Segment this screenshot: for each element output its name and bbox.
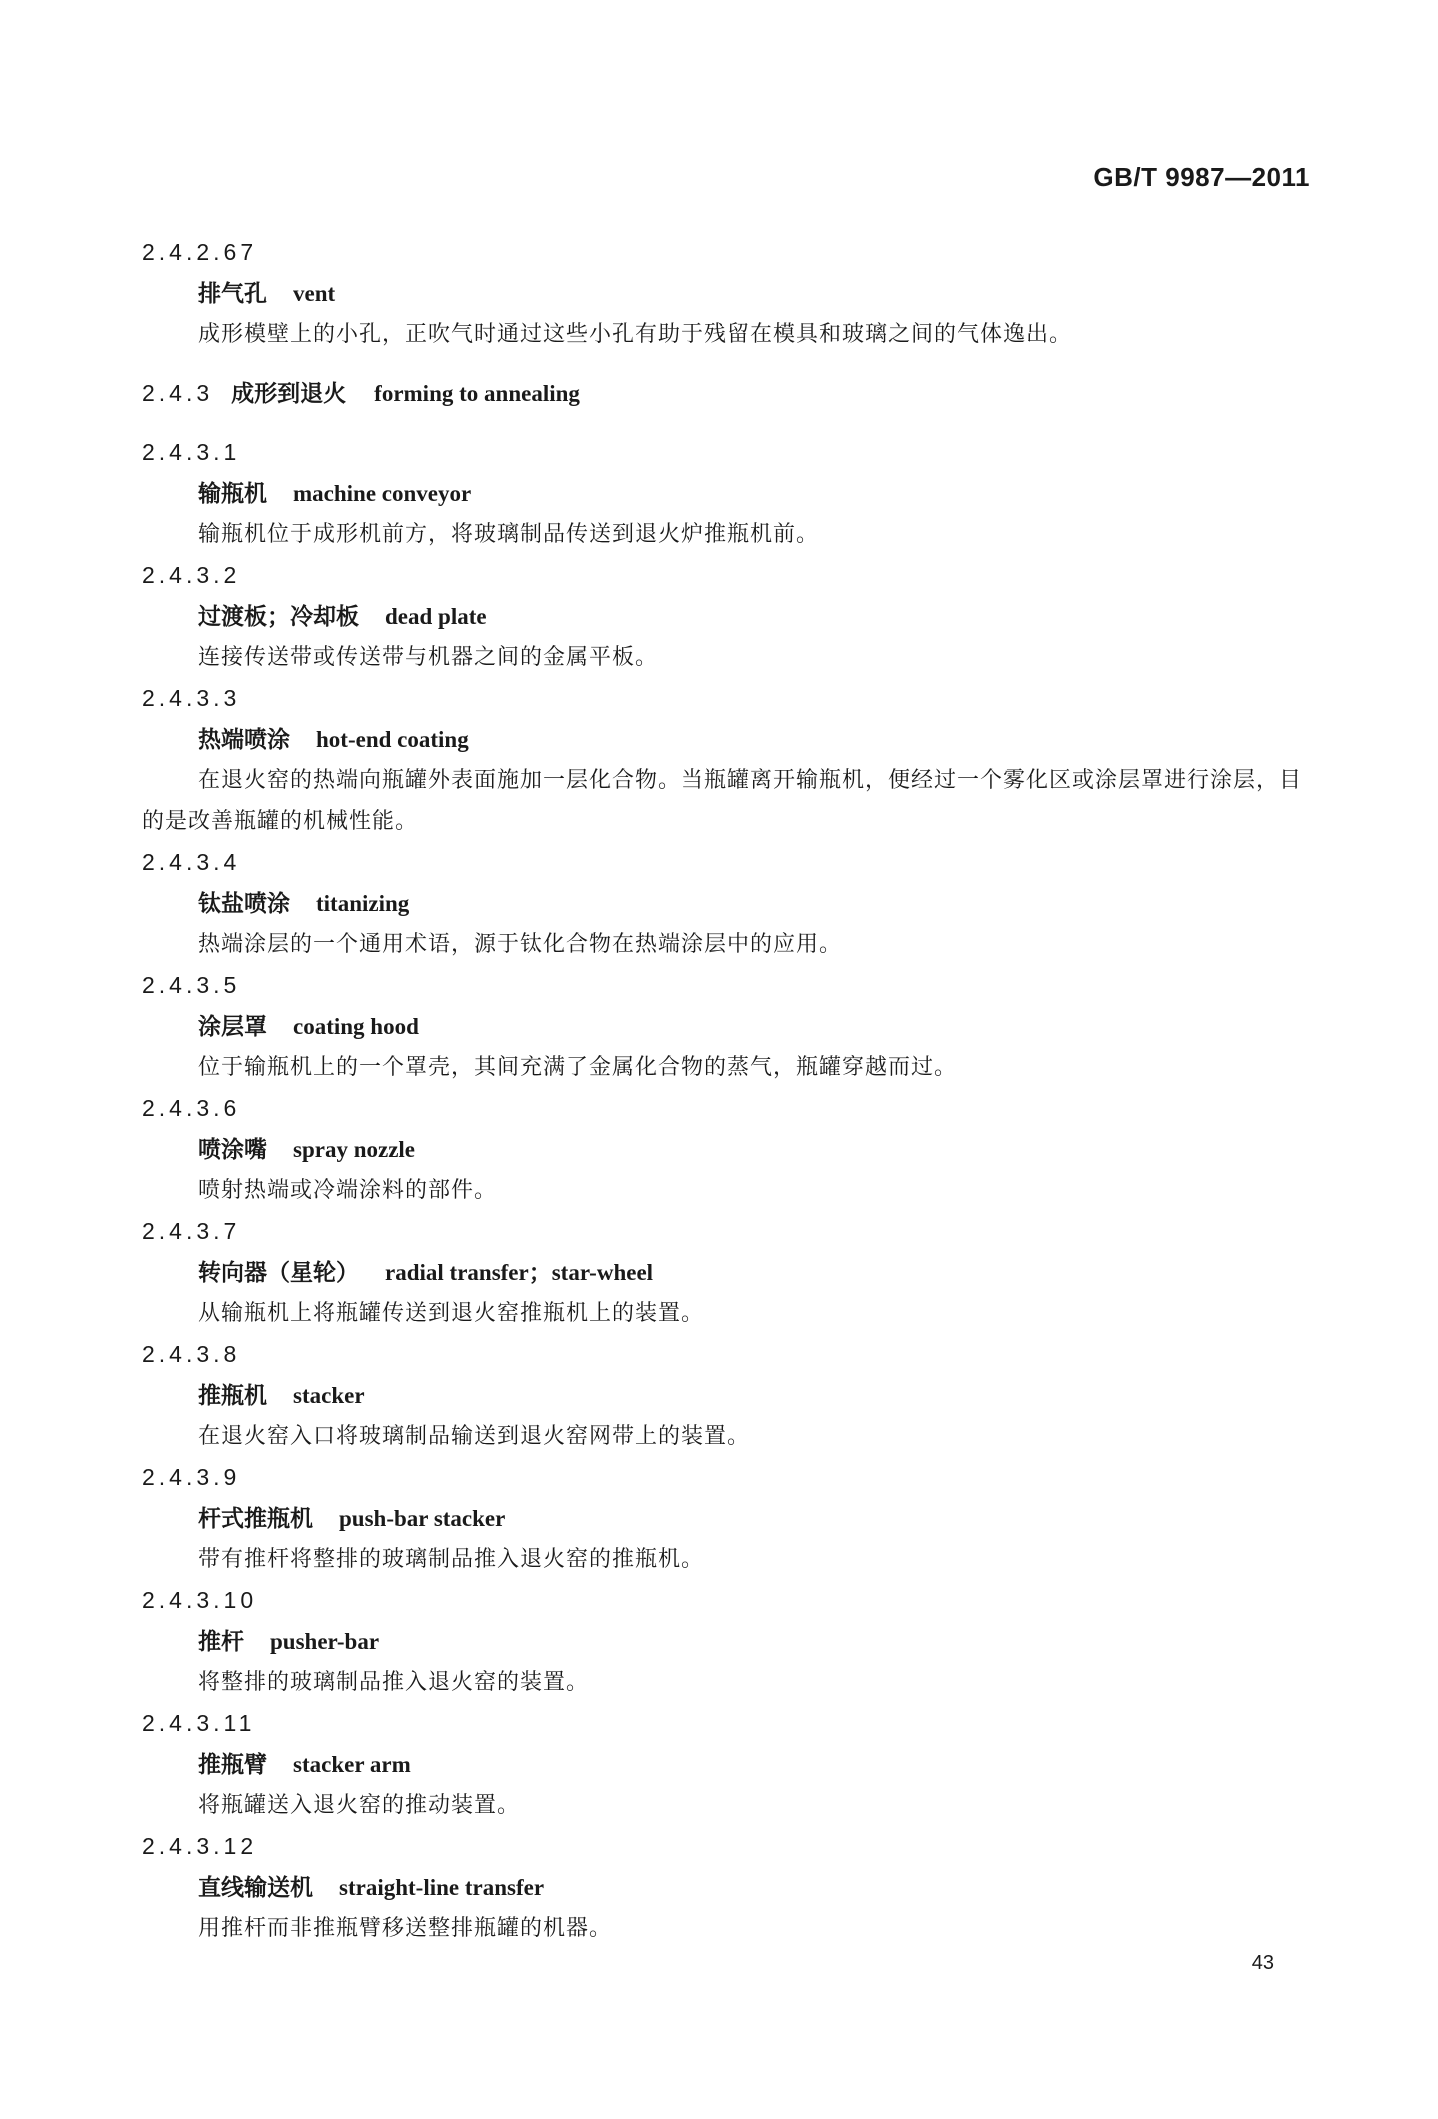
document-body — [142, 232, 1317, 1949]
entry-definition: 喷射热端或冷端涂料的部件。 — [198, 1178, 498, 1203]
entry-term — [198, 719, 1317, 760]
term-english: hot-end coating — [316, 727, 469, 752]
term-english: stacker arm — [293, 1752, 411, 1777]
entry-term — [198, 1129, 1317, 1170]
term-entry — [142, 678, 1317, 842]
entry-definition: 用推杆而非推瓶臂移送整排瓶罐的机器。 — [198, 1916, 613, 1941]
term-chinese: 热端喷涂 — [198, 727, 290, 753]
entry-definition: 从输瓶机上将瓶罐传送到退火窑推瓶机上的装置。 — [198, 1301, 705, 1326]
term-entry — [142, 842, 1317, 965]
entry-number: 2.4.3.5 — [142, 972, 241, 998]
entry-definition: 成形模壁上的小孔，正吹气时通过这些小孔有助于残留在模具和玻璃之间的气体逸出。 — [198, 322, 1073, 347]
section-number: 2.4.3 — [142, 380, 214, 406]
section-heading — [142, 373, 1317, 414]
term-english: radial transfer；star-wheel — [385, 1260, 654, 1285]
entry-number: 2.4.3.9 — [142, 1464, 241, 1490]
entry-number: 2.4.3.12 — [142, 1833, 258, 1859]
term-english: vent — [293, 281, 336, 306]
term-chinese: 输瓶机 — [198, 481, 267, 507]
entry-term — [198, 1498, 1317, 1539]
entry-number: 2.4.2.67 — [142, 239, 258, 265]
term-english: dead plate — [385, 604, 487, 629]
term-chinese: 转向器（星轮） — [198, 1260, 359, 1286]
entry-number: 2.4.3.7 — [142, 1218, 241, 1244]
term-english: spray nozzle — [293, 1137, 416, 1162]
page-number: 43 — [1251, 1952, 1274, 1974]
term-english: titanizing — [316, 891, 410, 916]
term-entry — [142, 1088, 1317, 1211]
term-chinese: 喷涂嘴 — [198, 1137, 267, 1163]
term-chinese: 推瓶机 — [198, 1383, 267, 1409]
entry-term — [198, 1744, 1317, 1785]
section-title-chinese: 成形到退火 — [231, 381, 347, 407]
section-title-english: forming to annealing — [374, 381, 580, 406]
term-chinese: 涂层罩 — [198, 1014, 267, 1040]
entry-definition: 在退火窑入口将玻璃制品输送到退火窑网带上的装置。 — [198, 1424, 751, 1449]
term-english: stacker — [293, 1383, 365, 1408]
entry-definition: 带有推杆将整排的玻璃制品推入退火窑的推瓶机。 — [198, 1547, 705, 1572]
term-english: pusher-bar — [270, 1629, 380, 1654]
entry-number: 2.4.3.6 — [142, 1095, 241, 1121]
term-chinese: 直线输送机 — [198, 1875, 313, 1901]
entry-number: 2.4.3.3 — [142, 685, 241, 711]
standard-number: GB/T 9987—2011 — [1093, 162, 1310, 192]
term-chinese: 排气孔 — [198, 281, 267, 307]
entry-definition: 将整排的玻璃制品推入退火窑的装置。 — [198, 1670, 590, 1695]
entry-term — [198, 1375, 1317, 1416]
entry-term — [198, 596, 1317, 637]
term-chinese: 钛盐喷涂 — [198, 891, 290, 917]
entry-term — [198, 1621, 1317, 1662]
entry-number: 2.4.3.11 — [142, 1710, 256, 1736]
entry-term — [198, 1867, 1317, 1908]
term-entry — [142, 1580, 1317, 1703]
term-entry — [142, 1211, 1317, 1334]
entry-definition: 位于输瓶机上的一个罩壳，其间充满了金属化合物的蒸气，瓶罐穿越而过。 — [198, 1055, 958, 1080]
entry-definition: 输瓶机位于成形机前方，将玻璃制品传送到退火炉推瓶机前。 — [198, 522, 820, 547]
term-entry — [142, 1703, 1317, 1826]
term-chinese: 推瓶臂 — [198, 1752, 267, 1778]
term-chinese: 推杆 — [198, 1629, 244, 1655]
entry-number: 2.4.3.8 — [142, 1341, 241, 1367]
entry-term — [198, 273, 1317, 314]
term-english: machine conveyor — [293, 481, 472, 506]
entry-number: 2.4.3.2 — [142, 562, 241, 588]
entry-term — [198, 1252, 1317, 1293]
term-entry — [142, 232, 1317, 355]
entry-definition: 在退火窑的热端向瓶罐外表面施加一层化合物。当瓶罐离开输瓶机，便经过一个雾化区或涂层罩进行涂层，目的是改善瓶罐的机械性能。 — [142, 768, 1303, 834]
term-english: straight-line transfer — [339, 1875, 545, 1900]
entry-term — [198, 883, 1317, 924]
entry-number: 2.4.3.10 — [142, 1587, 258, 1613]
entry-term — [198, 1006, 1317, 1047]
term-chinese: 杆式推瓶机 — [198, 1506, 313, 1532]
term-english: push-bar stacker — [339, 1506, 506, 1531]
entry-definition: 将瓶罐送入退火窑的推动装置。 — [198, 1793, 521, 1818]
entry-definition: 连接传送带或传送带与机器之间的金属平板。 — [198, 645, 659, 670]
term-entry — [142, 1826, 1317, 1949]
term-chinese: 过渡板；冷却板 — [198, 604, 359, 630]
term-entry — [142, 1457, 1317, 1580]
term-entry — [142, 965, 1317, 1088]
entry-definition: 热端涂层的一个通用术语，源于钛化合物在热端涂层中的应用。 — [198, 932, 843, 957]
entry-term — [198, 473, 1317, 514]
term-entry — [142, 1334, 1317, 1457]
term-entry — [142, 555, 1317, 678]
entry-number: 2.4.3.4 — [142, 849, 241, 875]
entry-number: 2.4.3.1 — [142, 439, 241, 465]
term-english: coating hood — [293, 1014, 419, 1039]
term-entry — [142, 432, 1317, 555]
